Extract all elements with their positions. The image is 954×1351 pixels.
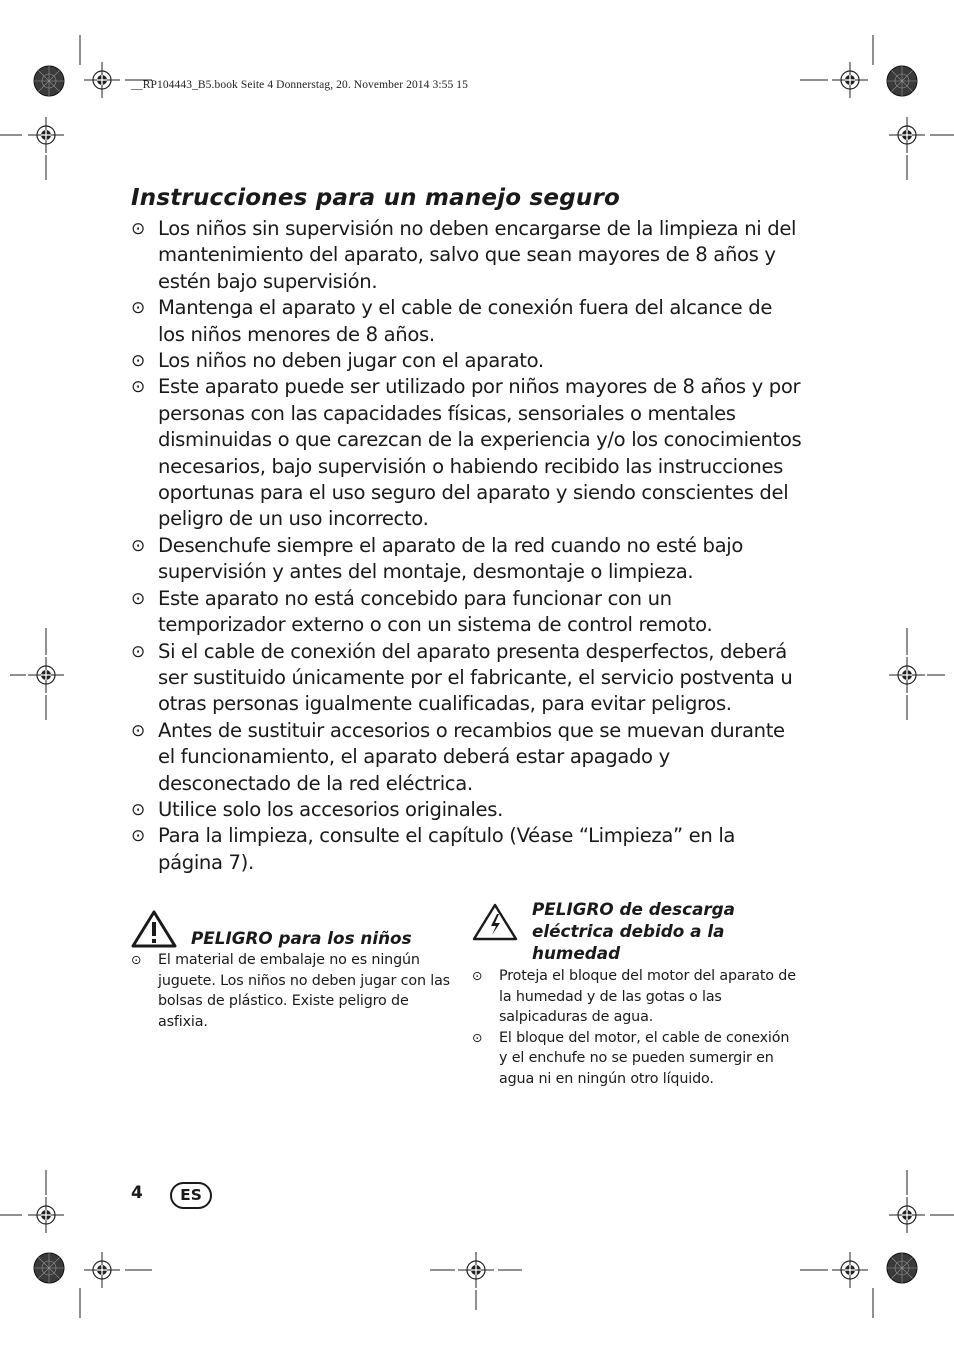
registration-mark-icon	[84, 62, 120, 98]
bullet-icon: ⊙	[131, 219, 145, 239]
bullet-icon: ⊙	[131, 799, 145, 820]
bullet-icon: ⊙	[131, 826, 145, 847]
bullet-icon: ⊙	[131, 535, 145, 556]
page-number: 4	[131, 1183, 143, 1203]
list-item: ⊙ Para la limpieza, consulte el capítulo (Véase “Limpieza” en la página 7).	[131, 824, 736, 874]
color-bar-rosette-icon	[34, 66, 64, 96]
registration-mark-icon	[889, 657, 925, 693]
registration-mark-icon	[832, 62, 868, 98]
language-badge: ES	[170, 1182, 212, 1209]
bullet-icon: ⊙	[131, 351, 145, 372]
registration-mark-icon	[28, 117, 64, 153]
warning-electric-heading: PELIGRO de descarga eléctrica debido a la humedad	[532, 899, 736, 963]
list-item: ⊙ Antes de sustituir accesorios o recambios que se muevan durante el funcionamiento, el aparato deberá estar apagado y desconectado de la red eléctrica.	[131, 718, 785, 795]
list-item: ⊙ Si el cable de conexión del aparato presenta desperfectos, deberá ser sustituido únicamente por el fabricante, el servicio postventa u otras personas igualmente cualificadas, para evitar peligros.	[131, 639, 793, 716]
list-item: ⊙ El material de embalaje no es ningún juguete. Los niños no deben jugar con las bolsas de plástico. Existe peligro de asfixia.	[131, 952, 450, 1030]
warning-triangle-icon	[131, 910, 177, 948]
bullet-icon: ⊙	[131, 377, 145, 398]
list-item: ⊙ Este aparato puede ser utilizado por niños mayores de 8 años y por personas con las capacidades físicas, sensoriales o mentales disminuidas o que carezcan de la experiencia y/o los conocimientos necesarios, bajo supervisión o habiendo recibido las instrucciones oportunas para el uso seguro del aparato y siendo conscientes del peligro de un uso incorrecto.	[131, 375, 802, 531]
registration-mark-icon	[28, 1197, 64, 1233]
list-item: ⊙ Mantenga el aparato y el cable de conexión fuera del alcance de los niños menores de 8 años.	[131, 296, 773, 346]
bullet-icon: ⊙	[131, 588, 145, 609]
list-item: ⊙ Desenchufe siempre el aparato de la red cuando no esté bajo supervisión y antes del montaje, desmontaje o limpieza.	[131, 533, 743, 584]
list-item: ⊙ Los niños sin supervisión no deben encargarse de la limpieza ni del mantenimiento del aparato, salvo que sean mayores de 8 años y estén bajo supervisión.	[131, 217, 797, 293]
list-item: ⊙ Utilice solo los accesorios originales.	[131, 797, 803, 823]
bullet-icon: ⊙	[131, 952, 142, 967]
bullet-icon: ⊙	[131, 641, 145, 662]
registration-mark-icon	[832, 1252, 868, 1288]
list-item: ⊙ Este aparato no está concebido para funcionar con un temporizador externo o con un sistema de control remoto.	[131, 586, 713, 637]
safety-instructions-list	[131, 216, 803, 876]
warning-electric-list	[472, 966, 797, 1090]
bullet-icon: ⊙	[472, 1029, 483, 1045]
color-bar-rosette-icon	[887, 1253, 917, 1283]
registration-mark-icon	[28, 657, 64, 693]
print-header: __RP104443_B5.book Seite 4 Donnerstag, 20. November 2014 3:55 15	[131, 79, 469, 91]
color-bar-rosette-icon	[887, 66, 917, 96]
list-item: ⊙ El bloque del motor, el cable de conexión y el enchufe no se pueden sumergir en agua ni en ningún otro líquido.	[472, 1029, 790, 1087]
registration-mark-icon	[458, 1252, 494, 1288]
warning-children-heading: PELIGRO para los niños	[191, 928, 412, 948]
page-title: Instrucciones para un manejo seguro	[131, 185, 620, 211]
warning-electric-box	[472, 898, 797, 1090]
registration-mark-icon	[84, 1252, 120, 1288]
warning-children-box	[131, 910, 456, 1032]
bullet-icon: ⊙	[472, 968, 483, 983]
bullet-icon: ⊙	[131, 298, 145, 319]
bullet-icon: ⊙	[131, 720, 145, 741]
warning-children-list	[131, 950, 456, 1032]
list-item: ⊙ Proteja el bloque del motor del aparato de la humedad y de las gotas o las salpicaduras de agua.	[472, 968, 796, 1026]
registration-mark-icon	[889, 1197, 925, 1233]
electric-shock-triangle-icon	[472, 903, 518, 941]
color-bar-rosette-icon	[34, 1253, 64, 1283]
list-item: ⊙ Los niños no deben jugar con el aparato.	[131, 348, 803, 374]
registration-mark-icon	[889, 117, 925, 153]
